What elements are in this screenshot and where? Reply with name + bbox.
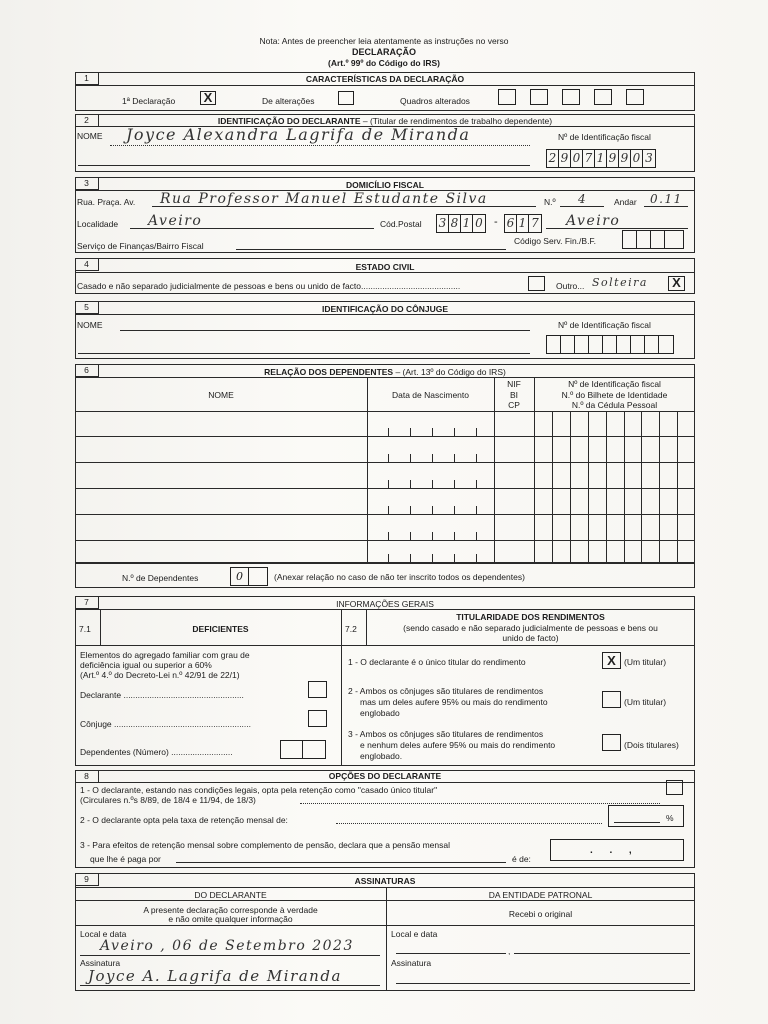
section-title: CARACTERÍSTICAS DA DECLARAÇÃO (305, 74, 465, 84)
section-title: DOMICÍLIO FISCAL (346, 180, 424, 190)
section-title: IDENTIFICAÇÃO DO DECLARANTE – (Titular de rendimentos de trabalho dependente) (217, 116, 553, 126)
section-title: IDENTIFICAÇÃO DO CÔNJUGE (321, 304, 449, 314)
dependent-row[interactable] (75, 463, 695, 489)
dependent-row[interactable] (75, 489, 695, 515)
section-title: OPÇÕES DO DECLARANTE (328, 771, 442, 781)
instructions-note: Nota: Antes de preencher leia atentamente as instruções no verso (259, 36, 509, 46)
section-title: ASSINATURAS (354, 876, 416, 886)
door-number-label: N.º (544, 197, 556, 207)
section-number: 9 (75, 874, 99, 886)
table-box[interactable] (626, 89, 644, 105)
table-box[interactable] (562, 89, 580, 105)
changes-checkbox[interactable] (338, 91, 354, 105)
disabled-spouse-label: Cônjuge .......................................................... (80, 719, 251, 729)
truth-statement: e não omite qualquer informação (168, 914, 293, 924)
amount-separators: . . , (590, 845, 632, 856)
dependents-count-label: N.º de Dependentes (122, 573, 199, 583)
first-declaration-label: 1ª Declaração (122, 96, 176, 106)
finance-code-cells[interactable] (622, 230, 684, 249)
floor-label: Andar (614, 197, 637, 207)
dependents-col-id: N.º da Cédula Pessoal (571, 400, 658, 410)
name-label: NOME (77, 131, 103, 141)
option-1-text: 1 - O declarante, estando nas condições legais, opta pela retenção como "casado único titular" (80, 785, 438, 795)
tables-changed-label: Quadros alterados (400, 96, 470, 106)
dependent-row[interactable] (75, 411, 695, 437)
finance-code-label: Código Serv. Fin./B.F. (514, 236, 597, 246)
date-separator: , (508, 946, 511, 956)
nif-label: Nº de Identificação fiscal (558, 132, 651, 142)
section-number: 6 (75, 365, 99, 377)
truth-statement: A presente declaração corresponde à verdade (143, 905, 318, 915)
floor-value[interactable]: 0.11 (650, 192, 683, 206)
ownership-option-1: 1 - O declarante é o único titular do rendimento (348, 657, 526, 667)
dependent-row[interactable] (75, 437, 695, 463)
employer-sign-header: DA ENTIDADE PATRONAL (488, 890, 593, 900)
ownership-option-3: 3 - Ambos os cônjuges são titulares de rendimentos (348, 729, 544, 739)
place-date-value[interactable]: Aveiro , 06 de Setembro 2023 (100, 938, 354, 954)
ownership-option-tag: (Um titular) (624, 657, 667, 667)
street-value[interactable]: Rua Professor Manuel Estudante Silva (160, 191, 488, 207)
dependents-col-birth: Data de Nascimento (391, 390, 469, 400)
section-number: 3 (75, 178, 99, 190)
signature-label: Assinatura (80, 958, 121, 968)
form-title: DECLARAÇÃO (352, 47, 416, 57)
postal-code-label: Cód.Postal (380, 219, 422, 229)
locality-value[interactable]: Aveiro (148, 213, 203, 229)
ownership-option-3-checkbox[interactable] (602, 734, 621, 751)
dependents-count-cells[interactable]: 0 (230, 567, 268, 586)
income-ownership-subheader: unido de facto) (502, 633, 559, 643)
form-subtitle: (Art.º 99º do Código do IRS) (328, 58, 440, 68)
section-title: ESTADO CIVIL (355, 262, 415, 272)
spouse-nif-label: Nº de Identificação fiscal (558, 320, 651, 330)
option-1-checkbox[interactable] (666, 780, 683, 795)
ownership-option-2: englobado (360, 708, 400, 718)
section-title: INFORMAÇÕES GERAIS (336, 599, 434, 609)
income-ownership-subheader: (sendo casado e não separado judicialmente de pessoas e bens ou (403, 623, 658, 633)
declarant-sign-header: DO DECLARANTE (194, 890, 267, 900)
received-original: Recebi o original (508, 909, 573, 919)
disabled-text: Elementos do agregado familiar com grau de (80, 650, 250, 660)
postal-city-value[interactable]: Aveiro (566, 213, 621, 229)
section-number: 8 (75, 771, 99, 783)
street-label: Rua. Praça. Av. (77, 197, 136, 207)
ownership-option-1-checkbox[interactable]: X (602, 652, 621, 669)
option-2-text: 2 - O declarante opta pela taxa de retenção mensal de: (80, 815, 288, 825)
dependents-note: (Anexar relação no caso de não ter inscrito todos os dependentes) (274, 572, 525, 582)
dependents-col-doc: BI (509, 390, 519, 400)
disabled-dependents-cells[interactable] (280, 740, 326, 759)
ownership-option-tag: (Um titular) (624, 697, 667, 707)
disabled-text: (Art.º 4.º do Decreto-Lei n.º 42/91 de 22/1) (80, 670, 240, 680)
section-title: RELAÇÃO DOS DEPENDENTES – (Art. 13º do Código do IRS) (264, 367, 506, 377)
subsection-number: 7.2 (345, 624, 357, 634)
signature-value[interactable]: Joyce A. Lagrifa de Miranda (88, 967, 342, 985)
section-number: 4 (75, 259, 99, 271)
other-checkbox[interactable]: X (668, 276, 685, 291)
finance-office-label: Serviço de Finanças/Bairro Fiscal (77, 241, 204, 251)
married-label: Casado e não separado judicialmente de pessoas e bens ou unido de facto.......................................... (77, 281, 461, 291)
employer-signature-label: Assinatura (391, 958, 432, 968)
spouse-nif-cells[interactable] (546, 335, 674, 354)
locality-label: Localidade (77, 219, 119, 229)
first-declaration-checkbox[interactable]: X (200, 91, 216, 105)
married-checkbox[interactable] (528, 276, 545, 291)
ownership-option-2-checkbox[interactable] (602, 691, 621, 708)
percent-sign: % (666, 813, 674, 823)
dependent-row[interactable] (75, 541, 695, 563)
ownership-option-3: englobado. (360, 751, 403, 761)
disabled-header: DEFICIENTES (192, 624, 249, 634)
door-number-value[interactable]: 4 (578, 192, 588, 206)
other-label: Outro... (556, 281, 585, 291)
dependents-col-id: N.º do Bilhete de Identidade (561, 390, 668, 400)
dependents-col-name: NOME (208, 390, 234, 400)
section-number: 2 (75, 115, 99, 127)
postal-code-first[interactable]: 3 8 1 0 (436, 214, 486, 233)
option-3-text: que lhe é paga por (90, 854, 161, 864)
dependents-col-doc: NIF (507, 379, 521, 389)
declarant-name-value[interactable]: Joyce Alexandra Lagrifa de Miranda (126, 125, 471, 144)
option-3-text: é de: (512, 854, 531, 864)
dependents-col-doc: CP (508, 400, 520, 410)
option-1-text: (Circulares n.ºs 8/89, de 18/4 e 11/94, de 18/3) (80, 795, 256, 805)
section-number: 7 (75, 597, 99, 609)
nif-digits[interactable]: 2 9 0 7 1 9 9 0 3 (546, 149, 656, 168)
section-number: 1 (75, 73, 99, 85)
table-box[interactable] (530, 89, 548, 105)
dependent-row[interactable] (75, 515, 695, 541)
disabled-text: deficiência igual ou superior a 60% (80, 660, 212, 670)
spouse-name-label: NOME (77, 320, 103, 330)
place-date-label: Local e data (80, 929, 127, 939)
disabled-dependents-label: Dependentes (Número) .......................... (80, 747, 233, 757)
ownership-option-3: e nenhum deles aufere 95% ou mais do rendimento (360, 740, 556, 750)
disabled-declarant-checkbox[interactable] (308, 681, 327, 698)
option-3-text: 3 - Para efeitos de retenção mensal sobre complemento de pensão, declara que a pensão mensal (80, 840, 450, 850)
income-ownership-header: TITULARIDADE DOS RENDIMENTOS (456, 612, 605, 622)
ownership-option-2: mas um deles aufere 95% ou mais do rendimento (360, 697, 548, 707)
table-box[interactable] (594, 89, 612, 105)
dependents-col-id: Nº de Identificação fiscal (568, 379, 661, 389)
table-box[interactable] (498, 89, 516, 105)
ownership-option-2: 2 - Ambos os cônjuges são titulares de rendimentos (348, 686, 544, 696)
employer-place-date-label: Local e data (391, 929, 438, 939)
disabled-declarant-label: Declarante ................................................... (80, 690, 244, 700)
form-page: Nota: Antes de preencher leia atentamente as instruções no verso DECLARAÇÃO (Art.º 99º do Código do IRS) 1 CARACTERÍSTICAS DA DECLARAÇÃO 1ª Declaração X De alterações Quadros alterados 2 IDENTIFICAÇÃO DO DECLARANTE – (Titular de rendimentos de trabalho dependente) NOME Joyce Alexandra Lagrifa de Miranda Nº de Identificação fiscal 2 9 0 7 1 9 9 0 3 3 DOMICÍLIO FISCAL Rua. Praça. Av. Rua Professor Manuel Estudante Silva N.º 4 Andar 0.11 Localidade Aveiro Cód.Postal 3 8 1 0 - 6 1 7 Aveiro Serviço de Finanças/Bairro Fiscal Código Serv. Fin./B.F. 4 ESTADO CIVIL Casado e não separado judicialmente de pessoas e bens ou unido de facto.......................................... Outro... Solteira X 5 IDENTIFICAÇÃO DO CÔNJUGE NOME Nº de Identificação fiscal 6 RELAÇÃO DOS DEPENDENTES – (Art. 13º do Código do IRS) NOME Data de Nascimento NIF BI CP Nº de Identificação fiscal N.º do Bilhete de Identidade N.º da Cédula Pessoal N.º de Dependentes 0 (Anexar relação no caso de não ter inscrito todos os dependentes) 7 INFORMAÇÕES GERAIS 7.1 DEFICIENTES 7.2 TITULARIDADE DOS RENDIMENTOS (sendo casado e não separado judicialmente de pessoas e bens ou unido de facto) Elementos do agregado familiar com grau de deficiência igual ou superior a 60% (Art.º 4.º do Decreto-Lei n.º 42/91 de 22/1) Declarante ................................................... Cônjuge .......................................................... Dependentes (Número) .......................... 1 - O declarante é o único titular do rendimento X (Um titular) 2 - Ambos os cônjuges são titulares de rendimentos mas um deles aufere 95% ou mais do rendimento englobado (Um titular) 3 - Ambos os cônjuges são titulares de rendimentos e nenhum deles aufere 95% ou mais do rendimento englobado. (Dois titulares) 8 OPÇÕES DO DECLARANTE 1 - O declarante, estando nas condições legais, opta pela retenção como "casado único titular" (Circulares n.ºs 8/89, de 18/4 e 11/94, de 18/3) 2 - O declarante opta pela taxa de retenção mensal de: % 3 - Para efeitos de retenção mensal sobre complemento de pensão, declara que a pensão mensal que lhe é paga por é de: . . , 9 ASSINATURAS DO DECLARANTE DA ENTIDADE PATRONAL A presente declaração corresponde à verdade e não omite qualquer informação Recebi o original Local e data Aveiro , 06 de Setembro 2023 Assinatura Joyce A. Lagrifa de Miranda Local e data , Assinatura (0, 0, 768, 1024)
changes-label: De alterações (262, 96, 315, 106)
other-status-value[interactable]: Solteira (592, 276, 648, 289)
postal-code-second[interactable]: 6 1 7 (504, 214, 542, 233)
section-number: 5 (75, 302, 99, 314)
ownership-option-tag: (Dois titulares) (624, 740, 679, 750)
disabled-spouse-checkbox[interactable] (308, 710, 327, 727)
subsection-number: 7.1 (79, 624, 91, 634)
